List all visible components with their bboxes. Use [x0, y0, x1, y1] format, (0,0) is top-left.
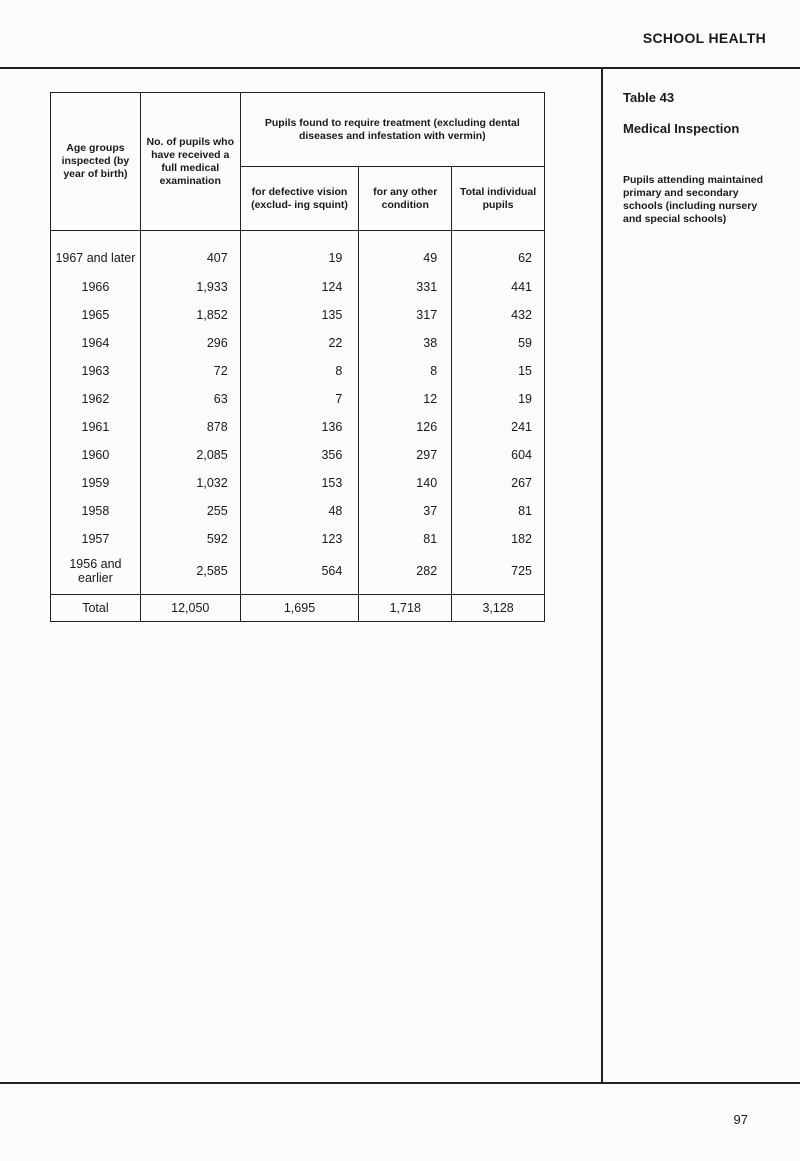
- cell-examined: 2,085: [140, 441, 240, 469]
- cell-examined: 1,933: [140, 273, 240, 301]
- table-row: [51, 329, 545, 357]
- cell-examined: 63: [140, 385, 240, 413]
- cell-examined: 1,852: [140, 301, 240, 329]
- table-row: [51, 301, 545, 329]
- cell-defective: 22: [240, 329, 359, 357]
- total-cell-label: Total: [51, 595, 141, 622]
- cell-examined: 1,032: [140, 469, 240, 497]
- cell-defective: 356: [240, 441, 359, 469]
- total-cell-other: 1,718: [359, 595, 452, 622]
- cell-age: 1956 and earlier: [51, 553, 141, 595]
- cell-examined: 878: [140, 413, 240, 441]
- table-row: [51, 497, 545, 525]
- cell-age: 1957: [51, 525, 141, 553]
- table-description: Pupils attending maintained primary and secondary schools (including nursery and special schools): [623, 174, 764, 225]
- cell-other: 126: [359, 413, 452, 441]
- cell-defective: 136: [240, 413, 359, 441]
- cell-age: 1965: [51, 301, 141, 329]
- total-cell-defective: 1,695: [240, 595, 359, 622]
- table-row: [51, 385, 545, 413]
- cell-defective: 135: [240, 301, 359, 329]
- table-number: Table 43: [623, 90, 675, 105]
- table-title: Medical Inspection: [623, 121, 740, 136]
- cell-other: 12: [359, 385, 452, 413]
- cell-defective: 19: [240, 231, 359, 273]
- table-row: [51, 231, 545, 273]
- cell-other: 331: [359, 273, 452, 301]
- cell-total: 15: [452, 357, 545, 385]
- cell-total: 725: [452, 553, 545, 595]
- table-row: [51, 273, 545, 301]
- cell-total: 441: [452, 273, 545, 301]
- page-number: 97: [733, 1112, 748, 1127]
- cell-other: 140: [359, 469, 452, 497]
- cell-defective: 124: [240, 273, 359, 301]
- cell-other: 49: [359, 231, 452, 273]
- table-row: [51, 441, 545, 469]
- cell-other: 37: [359, 497, 452, 525]
- cell-examined: 592: [140, 525, 240, 553]
- table-row: [51, 469, 545, 497]
- cell-total: 241: [452, 413, 545, 441]
- cell-examined: 2,585: [140, 553, 240, 595]
- cell-defective: 564: [240, 553, 359, 595]
- cell-other: 8: [359, 357, 452, 385]
- cell-age: 1967 and later: [51, 231, 141, 273]
- cell-total: 62: [452, 231, 545, 273]
- cell-other: 38: [359, 329, 452, 357]
- cell-total: 604: [452, 441, 545, 469]
- column-divider: [601, 67, 603, 1084]
- cell-age: 1960: [51, 441, 141, 469]
- cell-age: 1962: [51, 385, 141, 413]
- cell-total: 19: [452, 385, 545, 413]
- cell-age: 1966: [51, 273, 141, 301]
- bottom-rule: [0, 1082, 800, 1084]
- cell-total: 432: [452, 301, 545, 329]
- total-row: [51, 595, 545, 622]
- cell-defective: 153: [240, 469, 359, 497]
- cell-age: 1963: [51, 357, 141, 385]
- cell-other: 317: [359, 301, 452, 329]
- header-total-pupils: Total individual pupils: [452, 167, 545, 231]
- cell-defective: 7: [240, 385, 359, 413]
- cell-examined: 296: [140, 329, 240, 357]
- header-examined: No. of pupils who have received a full medical examination: [140, 93, 240, 231]
- cell-age: 1964: [51, 329, 141, 357]
- top-rule: [0, 67, 800, 69]
- header-other-condition: for any other condition: [359, 167, 452, 231]
- cell-age: 1958: [51, 497, 141, 525]
- table-row: [51, 357, 545, 385]
- cell-age: 1961: [51, 413, 141, 441]
- cell-defective: 123: [240, 525, 359, 553]
- total-cell-examined: 12,050: [140, 595, 240, 622]
- cell-age: 1959: [51, 469, 141, 497]
- cell-defective: 48: [240, 497, 359, 525]
- table-row: [51, 525, 545, 553]
- cell-examined: 407: [140, 231, 240, 273]
- medical-inspection-table: [50, 92, 545, 622]
- cell-total: 182: [452, 525, 545, 553]
- header-age-groups: Age groups inspected (by year of birth): [51, 93, 141, 231]
- cell-defective: 8: [240, 357, 359, 385]
- table-row: [51, 413, 545, 441]
- cell-other: 81: [359, 525, 452, 553]
- cell-total: 267: [452, 469, 545, 497]
- total-cell-total: 3,128: [452, 595, 545, 622]
- cell-examined: 72: [140, 357, 240, 385]
- cell-total: 59: [452, 329, 545, 357]
- header-require-treatment: Pupils found to require treatment (excluding dental diseases and infestation with vermin): [240, 93, 544, 167]
- cell-other: 297: [359, 441, 452, 469]
- running-header: SCHOOL HEALTH: [642, 30, 766, 46]
- cell-examined: 255: [140, 497, 240, 525]
- cell-total: 81: [452, 497, 545, 525]
- cell-other: 282: [359, 553, 452, 595]
- table-row: [51, 553, 545, 595]
- header-defective-vision: for defective vision (exclud- ing squint): [240, 167, 359, 231]
